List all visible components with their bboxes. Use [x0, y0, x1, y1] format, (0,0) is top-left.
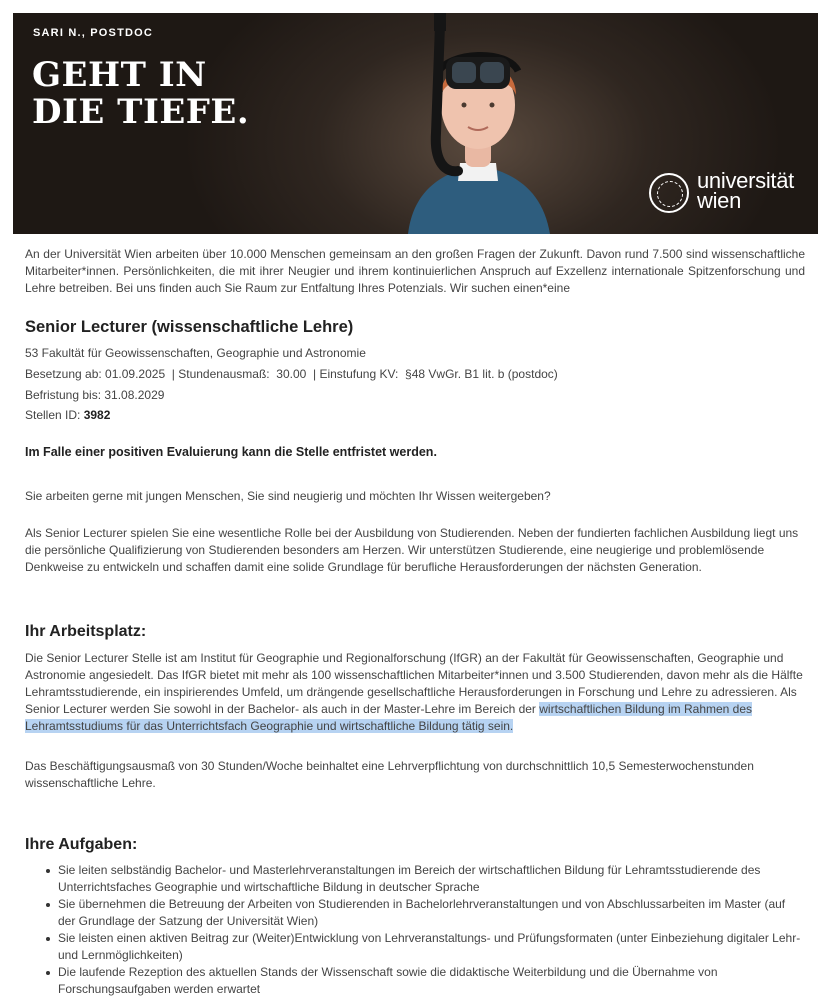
workplace-heading: Ihr Arbeitsplatz: [25, 623, 147, 640]
selected-text[interactable]: wirtschaftlichen Bildung im Rahmen des Lehramtsstudiums für das Unterrichtsfach Geographie und wirtschaftliche Bildung tätig sein. [25, 702, 753, 733]
list-item: Die laufende Rezeption des aktuellen Stands der Wissenschaft sowie die didaktische Weiterbildung und die Übernahme von Forschungsaufgaben werden erwartet [25, 964, 805, 998]
hero-portrait-image [368, 13, 588, 234]
intro-paragraph: An der Universität Wien arbeiten über 10.000 Menschen gemeinsam an den großen Fragen der Zukunft. Davon rund 7.500 sind wissenschaftliche Mitarbeiter*innen. Persönlichkeiten, die mit ihrer Neugier und ihrem kontinuierlichen Anspruch auf Exzellenz internationale Spitzenforschung und Lehre betreiben. Bei uns finden auch Sie Raum zur Entfaltung Ihres Potenzials. Wir suchen einen*eine [25, 247, 805, 295]
job-id-label: Stellen ID: [25, 408, 84, 422]
university-seal-icon [649, 173, 689, 213]
evaluation-note: Im Falle einer positiven Evaluierung kann die Stelle entfristet werden. [25, 445, 437, 459]
hours-paragraph: Das Beschäftigungsausmaß von 30 Stunden/Woche beinhaltet eine Lehrverpflichtung von durchschnittlich 10,5 Semesterwochenstunden wissenschaftliche Lehre. [25, 759, 754, 790]
tasks-list [25, 862, 805, 998]
role-paragraph: Als Senior Lecturer spielen Sie eine wesentliche Rolle bei der Ausbildung von Studierenden. Neben der fundierten fachlichen Ausbildung liegt uns die persönliche Qualifizierung von Studierenden besonders am Herzen. Wir unterstützen Studierende, eine neugierige und problemlösende Denkweise zu entwickeln und schaffen damit eine solide Grundlage für berufliche Herausforderungen der nächsten Generation. [25, 526, 799, 574]
job-id [25, 408, 110, 422]
workplace-text: Die Senior Lecturer Stelle ist am Institut für Geographie und Regionalforschung (IfGR) an der Fakultät für Geowissenschaften, Geographie und Astronomie angesiedelt. Das IfGR bietet mit mehr als 100 wissenschaftlichen Mitarbeiter*innen und 3.500 Studierenden, davon mehr als die Hälfte Lehramtsstudierende, ein inspirierendes Umfeld, um drängende gesellschaftliche Herausforderungen in Forschung und Lehre zu adressieren. Als Senior Lecturer werden Sie sowohl in der Bachelor- als auch in der Master-Lehre im Bereich der [25, 651, 803, 716]
hero-headline [32, 57, 249, 131]
list-item: Sie leiten selbständig Bachelor- und Masterlehrveranstaltungen im Bereich der wirtschaftlichen Bildung für Lehramtsstudierende des Unterrichtsfaches Geographie und wirtschaftliche Bildung in deutscher Sprache [25, 862, 805, 896]
hero-banner [13, 13, 818, 234]
hero-headline-line-1: GEHT IN [32, 55, 207, 95]
university-logo [649, 168, 809, 215]
logo-line-1: universität [697, 168, 794, 193]
job-details: Besetzung ab: 01.09.2025 | Stundenausmaß: 30.00 | Einstufung KV: §48 VwGr. B1 lit. b (postdoc) [25, 367, 558, 381]
job-fixed-term: Befristung bis: 31.08.2029 [25, 388, 165, 402]
tasks-heading: Ihre Aufgaben: [25, 836, 138, 853]
hero-name-line: SARI N., POSTDOC [33, 27, 154, 39]
logo-line-2: wien [697, 188, 742, 213]
university-wordmark [697, 168, 794, 213]
job-id-value: 3982 [83, 408, 111, 422]
list-item: Sie leisten einen aktiven Beitrag zur (Weiter)Entwicklung von Lehrveranstaltungs- und Prüfungsformaten (unter Einbeziehung digitaler Lehr- und Lernmöglichkeiten) [25, 930, 805, 964]
workplace-paragraph [25, 650, 805, 735]
hero-headline-line-2: DIE TIEFE. [32, 92, 250, 132]
question-paragraph: Sie arbeiten gerne mit jungen Menschen, Sie sind neugierig und möchten Ihr Wissen weitergeben? [25, 489, 551, 503]
job-title: Senior Lecturer (wissenschaftliche Lehre) [25, 318, 354, 336]
list-item: Sie übernehmen die Betreuung der Arbeiten von Studierenden in Bachelorlehrveranstaltungen und von Abschlussarbeiten im Master (auf der Grundlage der Satzung der Universität Wien) [25, 896, 805, 930]
intro-block [25, 246, 805, 297]
job-faculty: 53 Fakultät für Geowissenschaften, Geographie und Astronomie [25, 346, 366, 360]
